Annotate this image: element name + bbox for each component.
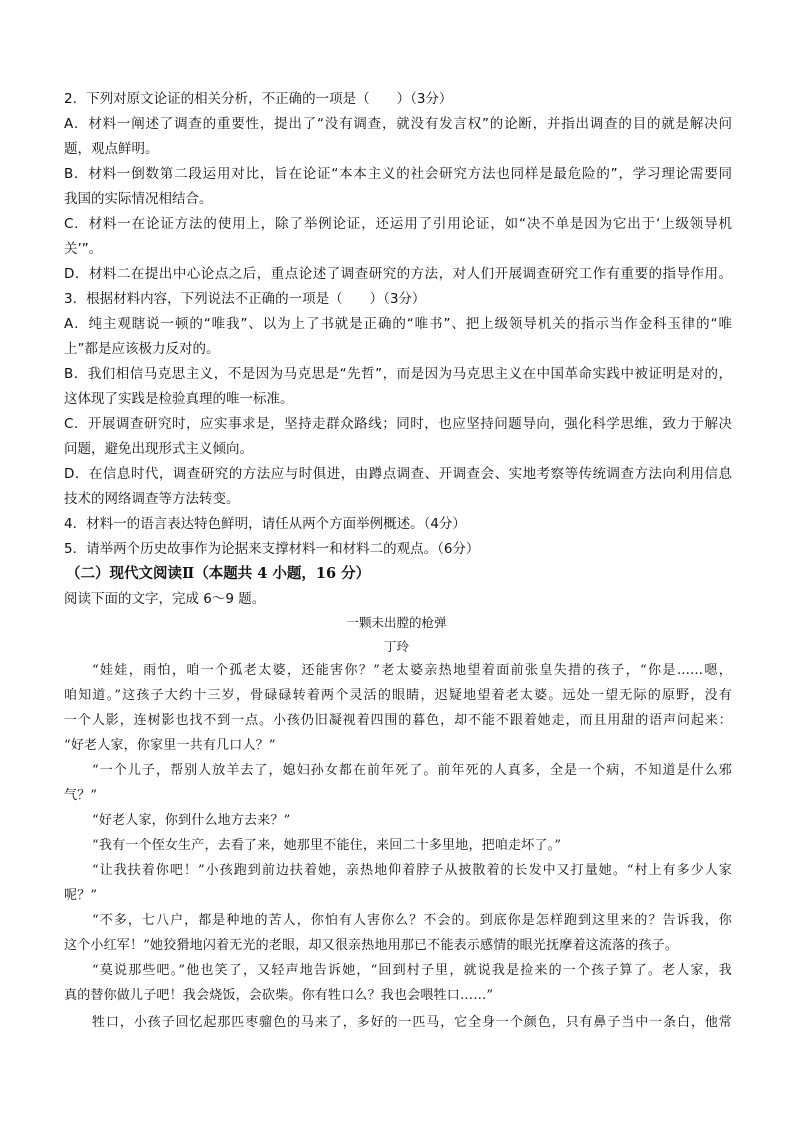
question-2-option-c-line-1: C．材料一在论证方法的使用上，除了举例论证，还运用了引用论证，如“决不单是因为它出于‘上级领导机 xyxy=(64,216,732,232)
story-line: 牲口，小孩子回忆起那匹枣骝色的马来了，多好的一匹马，它全身一个颜色，只有鼻子当中一条白，他常 xyxy=(92,1015,732,1030)
question-3-option-b-line-2: 这体现了实践是检验真理的唯一标准。 xyxy=(64,391,294,407)
question-3-option-c-line-1: C．开展调查研究时，应实事求是，坚持走群众路线；同时，也应坚持问题导向，强化科学思维，致力于解决 xyxy=(64,416,732,432)
story-line: “让我扶着你吧！”小孩跑到前边扶着她，亲热地仰着脖子从披散着的长发中又打量她。“村上有多少人家 xyxy=(92,863,732,878)
story-line: “不多，七八户，都是种地的苦人，你怕有人害你么？不会的。到底你是怎样跑到这里来的？告诉我，你 xyxy=(92,913,732,928)
story-line: “好老人家，你家里一共有几口人？” xyxy=(64,738,276,753)
question-2-option-a-line-1: A．材料一阐述了调查的重要性，提出了“没有调查，就没有发言权”的论断，并指出调查的目的就是解决问 xyxy=(64,116,732,132)
story-line: “我有一个侄女生产，去看了来，她那里不能住，来回二十多里地，把咱走坏了。” xyxy=(92,838,562,853)
question-5-stem: 5．请举两个历史故事作为论据来支撑材料一和材料二的观点。（6分） xyxy=(64,541,480,557)
question-3-option-a-line-1: A．纯主观瞎说一顿的“唯我”、以为上了书就是正确的“唯书”、把上级领导机关的指示当作金科玉律的“唯 xyxy=(64,316,732,332)
question-3-stem: 3．根据材料内容，下列说法不正确的一项是（ ）（3分） xyxy=(64,291,426,307)
story-line: 咱知道。”这孩子大约十三岁，骨碌碌转着两个灵活的眼睛，迟疑地望着老太婆。远处一望无际的原野，没有 xyxy=(64,688,732,703)
question-2-option-c-line-2: 关’”。 xyxy=(64,241,103,257)
story-line: 这个小红军！”她狡猾地闪着无光的老眼，却又很亲热地用那已不能表示感情的眼光抚摩着这流落的孩子。 xyxy=(64,938,679,953)
story-author: 丁玲 xyxy=(383,639,409,654)
question-3-option-a-line-2: 上”都是应该极力反对的。 xyxy=(64,341,220,357)
question-2-option-b-line-2: 我国的实际情况相结合。 xyxy=(64,191,213,207)
question-4-stem: 4．材料一的语言表达特色鲜明，请任从两个方面举例概述。（4分） xyxy=(64,516,466,532)
section-instruction: 阅读下面的文字，完成 6～9 题。 xyxy=(64,591,266,607)
question-2-option-b-line-1: B．材料一倒数第二段运用对比，旨在论证“本本主义的社会研究方法也同样是最危险的”，学习理论需要同 xyxy=(64,166,732,182)
question-3-option-d-line-2: 技术的网络调查等方法转变。 xyxy=(64,491,240,507)
section-heading: （二）现代文阅读Ⅱ（本题共 4 小题，16 分） xyxy=(66,565,371,582)
story-line: 真的替你做儿子吧！我会烧饭，会砍柴。你有牲口么？我也会喂牲口……” xyxy=(64,988,494,1003)
story-line: “好老人家，你到什么地方去来？” xyxy=(92,813,291,828)
story-line: “莫说那些吧。”他也笑了，又轻声地告诉她，“回到村子里，就说我是捡来的一个孩子算了。老人家，我 xyxy=(92,963,732,978)
story-line: “一个儿子，帮别人放羊去了，媳妇孙女都在前年死了。前年死的人真多，全是一个病，不知道是什么邪 xyxy=(92,763,732,778)
story-line: 一个人影，连树影也找不到一点。小孩仍旧凝视着四围的暮色，却不能不跟着她走，而且用甜的语声问起来： xyxy=(64,713,732,728)
question-2-stem: 2．下列对原文论证的相关分析，不正确的一项是（ ）（3分） xyxy=(64,91,453,107)
question-3-option-c-line-2: 问题，避免出现形式主义倾向。 xyxy=(64,441,253,457)
story-title: 一颗未出膛的枪弹 xyxy=(346,615,447,630)
story-line: “娃娃，雨怕，咱一个孤老太婆，还能害你？”老太婆亲热地望着面前张皇失措的孩子，“你是……嗯， xyxy=(92,663,732,678)
story-line: 呢？” xyxy=(64,888,98,903)
story-line: 气？” xyxy=(64,788,98,803)
question-3-option-b-line-1: B．我们相信马克思主义，不是因为马克思是“先哲”，而是因为马克思主义在中国革命实践中被证明是对的， xyxy=(64,366,732,382)
question-3-option-d-line-1: D．在信息时代，调查研究的方法应与时俱进，由蹲点调查、开调查会、实地考察等传统调查方法向利用信息 xyxy=(64,466,732,482)
question-2-option-d: D．材料二在提出中心论点之后，重点论述了调查研究的方法，对人们开展调查研究工作有重要的指导作用。 xyxy=(64,266,732,282)
question-2-option-a-line-2: 题，观点鲜明。 xyxy=(64,141,159,157)
